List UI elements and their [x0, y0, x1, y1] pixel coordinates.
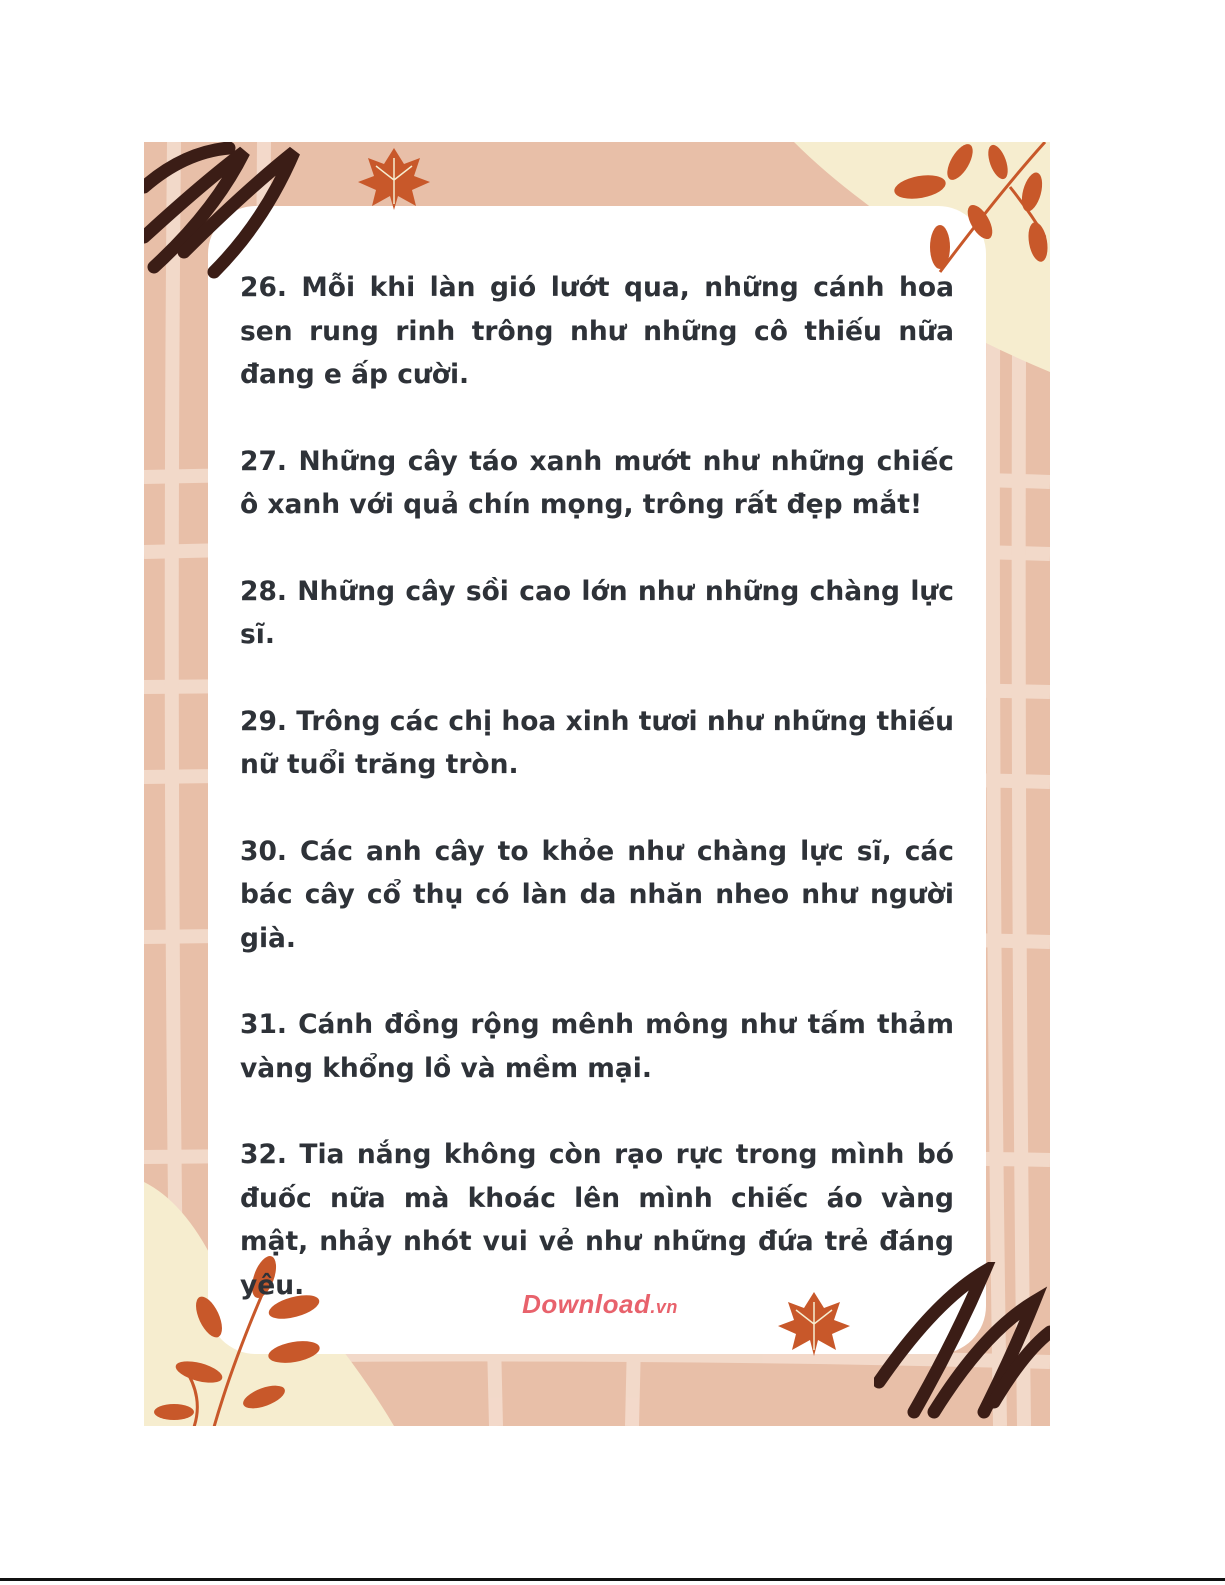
- page-edge-line: [0, 1578, 1225, 1581]
- list-item: 27. Những cây táo xanh mướt như những chiếc ô xanh với quả chín mọng, trông rất đẹp mắt!: [240, 445, 954, 520]
- comparison-list: [240, 266, 954, 1350]
- maple-leaf-icon-top: [354, 144, 434, 214]
- list-item: 31. Cánh đồng rộng mênh mông như tấm thảm vàng khổng lồ và mềm mại.: [240, 1009, 954, 1084]
- card: [144, 142, 1050, 1426]
- download-vn-logo: [480, 1289, 720, 1320]
- list-item: 26. Mỗi khi làn gió lướt qua, những cánh hoa sen rung rinh trông như những cô thiếu nữa đang e ấp cười.: [240, 272, 954, 390]
- list-item: 29. Trông các chị hoa xinh tươi như những thiếu nữ tuổi trăng tròn.: [240, 705, 954, 780]
- list-item: 30. Các anh cây to khỏe như chàng lực sĩ, các bác cây cổ thụ có làn da nhăn nheo như người già.: [240, 835, 954, 954]
- logo-tld: .vn: [650, 1297, 678, 1317]
- logo-name: Download: [522, 1289, 651, 1319]
- leaf-branch-icon-top-right: [880, 142, 1050, 282]
- list-item: 32. Tia nắng không còn rạo rực trong mình bó đuốc nữa mà khoác lên mình chiếc áo vàng mật, nhảy nhót vui vẻ như những đứa trẻ đáng yêu.: [240, 1139, 954, 1301]
- list-item: 28. Những cây sồi cao lớn như những chàng lực sĩ.: [240, 575, 954, 650]
- scribble-top-left: [144, 142, 314, 282]
